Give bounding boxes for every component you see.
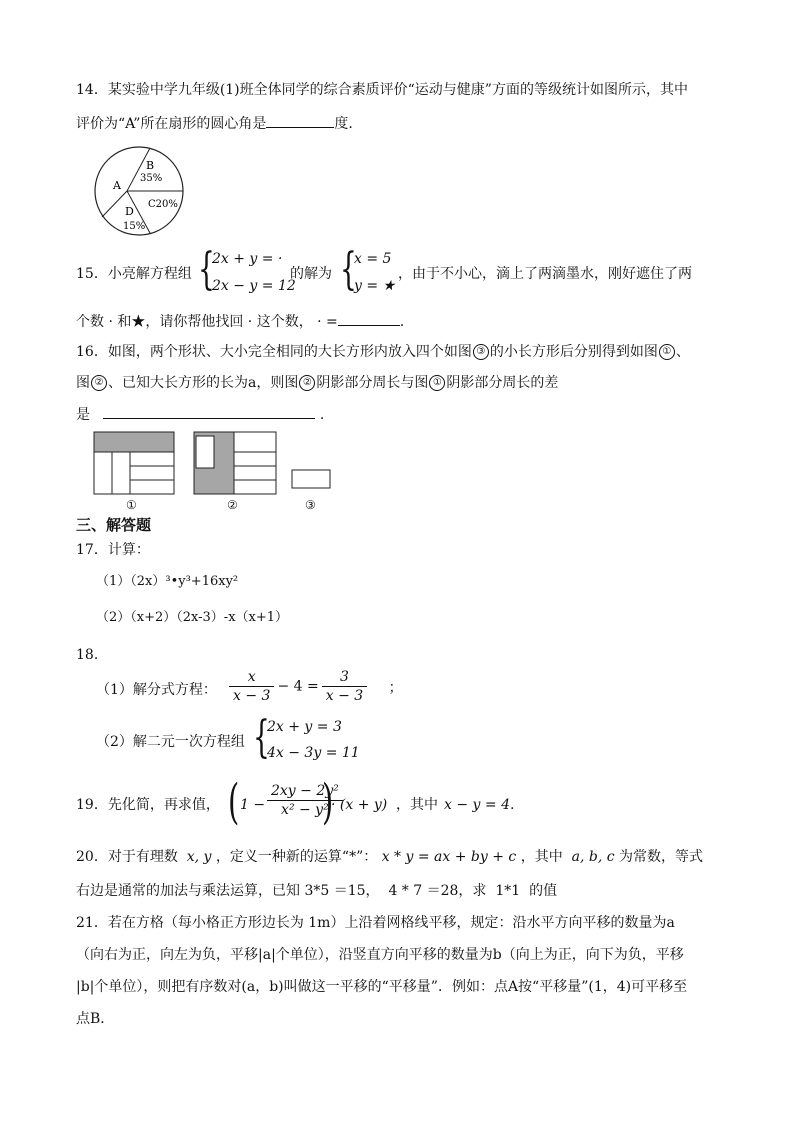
q16-fig3-label: ③ (305, 498, 316, 512)
q16-figure-3 (292, 470, 330, 488)
q18-eq2: 4x − 3y = 11 (267, 745, 360, 761)
q16-line2-c: 阴影部分周长与图 (316, 375, 429, 391)
q20-ask: 1*1 (495, 883, 521, 899)
q16-answer-blank (103, 404, 315, 419)
q21-line4: 点B． (76, 1011, 115, 1027)
q16-fig1-label: ① (126, 498, 137, 512)
q16-figure-2 (194, 432, 276, 494)
q14-answer-blank (266, 113, 334, 128)
q20-line2-end: 的值 (529, 883, 558, 899)
q14-pie-chart (92, 145, 188, 237)
q14-line2 (76, 113, 353, 134)
q17-part2: （2）（x+2）（2x-3）-x（x+1） (96, 610, 289, 625)
q20-line1 (76, 847, 703, 867)
q15-line2 (76, 311, 404, 332)
q20-vars: x, y (186, 849, 212, 865)
pie-label-b-pct: 35% (140, 173, 163, 184)
q16-ref-fig2b: ② (299, 375, 315, 391)
q15-eq2: 2x − y = 12 (212, 278, 296, 294)
q15-eq1: 2x + y = · (212, 251, 283, 267)
q16-line1-b: 的小长方形后分别得到如图 (489, 344, 658, 360)
q17-title: 17．计算： (76, 542, 150, 558)
q20-line2 (76, 881, 557, 901)
q14-line2-before: 评价为“A”所在扇形的圆心角是 (76, 116, 267, 132)
q20-consts: a, b, c (571, 849, 615, 865)
pie-label-d-pct: 15% (123, 221, 146, 232)
q16-line1 (76, 342, 690, 362)
q16-line3-end: . (319, 407, 325, 423)
pie-label-c: C20% (148, 199, 178, 210)
q16-figures (90, 428, 340, 498)
q15-brace-1: { (198, 244, 215, 295)
q20-given1: 3*5 ＝15， (304, 883, 380, 899)
q18-frac1-num: x (229, 668, 274, 687)
q21-line1: 21．若在方格（每小格正方形边长为 1m）上沿着网格线平移，规定：沿水平方向平移的数量为a (76, 915, 675, 931)
q15-line2-end: . (399, 314, 405, 330)
q15-answer-blank (338, 311, 400, 326)
q18-brace: { (253, 712, 270, 763)
q18-frac2 (322, 668, 367, 705)
section-3-title: 三、解答题 (76, 516, 152, 534)
q19-left-paren: ( (228, 774, 240, 830)
q19-condition: x − y = 4 (444, 797, 510, 813)
q15-suffix: ，由于不小心，滴上了两滴墨水，刚好遮住了两 (398, 266, 692, 282)
q16-line2-a: 图 (76, 375, 90, 391)
q15-middle: 的解为 (290, 266, 332, 282)
q19-frac-den: x² − y² (281, 802, 329, 818)
q16-line1-c: 、 (675, 344, 690, 360)
q20-definition: x * y = ax + by + c (381, 849, 517, 865)
q18-frac1 (229, 668, 274, 705)
q17-part1: （1）（2x）³•y³+16xy² (96, 574, 239, 589)
q18-eq1: 2x + y = 3 (267, 719, 342, 735)
q16-ref-fig1: ① (659, 344, 675, 360)
q18-frac2-den: x − 3 (325, 688, 364, 704)
q20-line1-c: ，其中 (520, 849, 563, 865)
q20-given2: 4 * 7 ＝28，求 (388, 883, 487, 899)
q21-line3: |b|个单位），则把有序数对(a，b)叫做这一平移的“平移量”．例如：点A按“平移量”(1，4)可平移至 (76, 979, 688, 995)
q16-figure-1 (94, 432, 174, 494)
q16-line2-d: 阴影部分周长的差 (446, 375, 559, 391)
q19-one-minus: 1 − (240, 797, 266, 813)
q16-ref-fig2: ② (91, 375, 107, 391)
q15-brace-2: { (340, 244, 357, 295)
q16-ref-fig3: ③ (473, 344, 489, 360)
q18-part1-equation (226, 668, 403, 705)
q16-line3-a: 是 (76, 407, 90, 423)
q16-line2 (76, 373, 558, 393)
q20-line1-b: ，定义一种新的运算“*”： (215, 849, 378, 865)
pie-label-d: D (125, 205, 134, 218)
q18-part2-label: （2）解二元一次方程组 (96, 734, 245, 750)
q15-sol2: y = ★ (354, 278, 396, 294)
q20-line2-a: 右边是通常的加法与乘法运算，已知 (76, 883, 300, 899)
q15-line2-text: 个数 · 和★，请你帮他找回 · 这个数， · = (76, 314, 338, 330)
q19-prefix: 19．先化简，再求值， (76, 797, 220, 813)
q15-prefix: 15．小亮解方程组 (76, 266, 192, 282)
q20-line1-d: 为常数，等式 (619, 849, 704, 865)
q16-ref-fig1b: ① (429, 375, 445, 391)
q20-line1-a: 20．对于有理数 (76, 849, 178, 865)
q18-title: 18． (76, 647, 108, 663)
q21-line2: （向右为正，向左为负，平移|a|个单位），沿竖直方向平移的数量为b（向上为正，向下为负，平移 (76, 947, 684, 963)
q16-line2-b: 、已知大长方形的长为a，则图 (108, 375, 299, 391)
q15-sol1: x = 5 (354, 251, 392, 267)
q19-end: . (510, 797, 515, 813)
pie-label-a: A (113, 179, 121, 192)
q19-mid: ，其中 (396, 797, 438, 813)
q16-fig2-label: ② (227, 498, 238, 512)
pie-label-b: B (146, 159, 155, 172)
q18-frac2-num: 3 (322, 668, 367, 687)
q14-line2-after: 度. (334, 116, 353, 132)
q18-part1-label: （1）解分式方程： (96, 682, 217, 698)
q18-mid: − 4 = (277, 678, 319, 695)
q18-frac1-den: x − 3 (233, 688, 271, 704)
q19-right-paren: ) (322, 774, 334, 830)
q19-frac-num: 2xy − 2y² (267, 782, 343, 801)
q18-part1-end: ； (388, 679, 403, 696)
q16-line1-a: 16．如图，两个形状、大小完全相同的大长方形内放入四个如图 (76, 344, 472, 360)
q16-line3 (76, 404, 324, 425)
q14-line1: 14．某实验中学九年级(1)班全体同学的综合素质评价“运动与健康”方面的等级统计如图所示，其中 (76, 82, 688, 98)
q19-times: · (x + y) (331, 797, 388, 813)
